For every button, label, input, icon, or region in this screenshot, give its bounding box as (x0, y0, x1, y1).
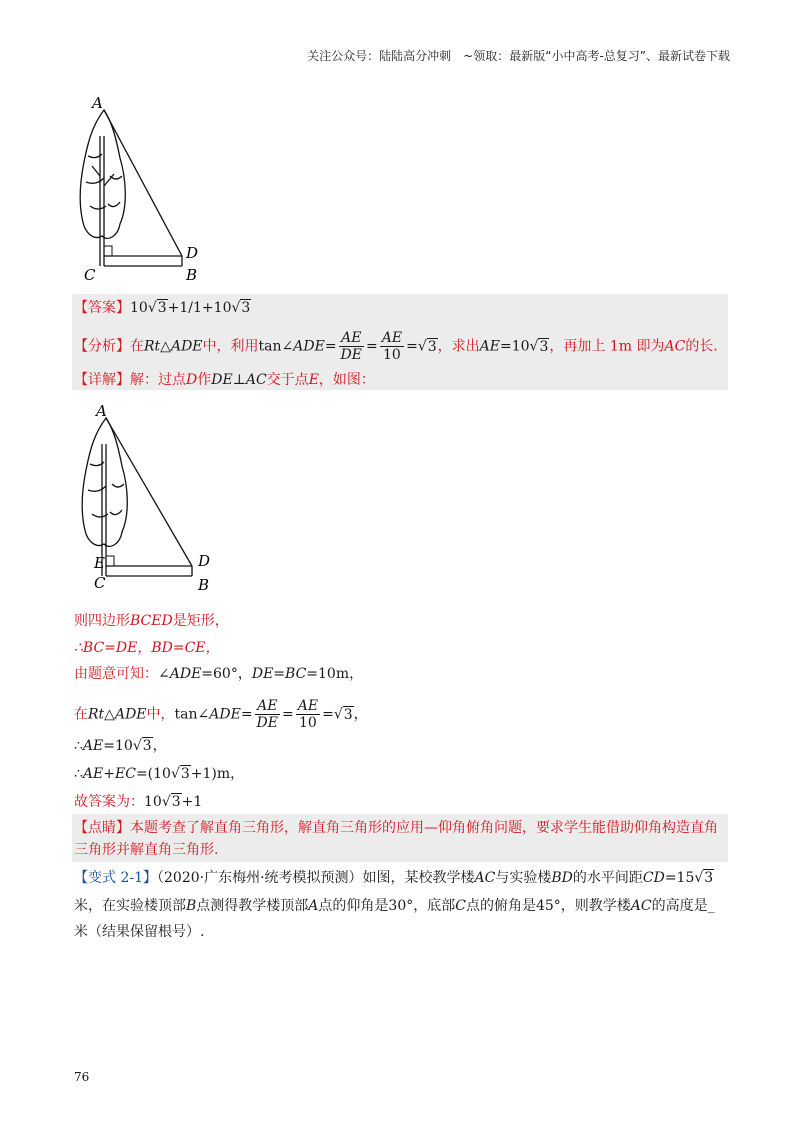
analysis-tag: 【分析】 (74, 338, 130, 355)
step-rectangle: 则四边形BCED是矩形， (74, 613, 229, 629)
label-b: B (186, 266, 198, 284)
answer-tag: 【答案】 (74, 300, 130, 316)
comment-tag: 【点睛】 (74, 820, 130, 836)
answer-line: 【答案】10√3+1/1+10√3 (74, 300, 251, 316)
variant-line-3: 米（结果保留根号）. (74, 924, 205, 940)
fraction: $\frac{AE}{10}$ (297, 698, 319, 731)
page-number: 76 (74, 1070, 90, 1084)
comment-line-1: 【点睛】本题考查了解直角三角形，解直角三角形的应用—仰角俯角问题，要求学生能借助仰角构造直角 (74, 820, 718, 836)
step-ae: ∴AE=10√3， (74, 738, 167, 754)
label-e: E (94, 554, 105, 572)
analysis-line: 【分析】在Rt△ADE中，利用tan∠ADE= $\frac{AE}{DE}$ = $\frac{AE}{10}$ =√3，求出AE=10√3，再加上 1m 即为AC的长. (74, 330, 718, 363)
label-c: C (94, 574, 106, 592)
step-equal-sides: ∴BC=DE，BD=CE， (74, 640, 220, 656)
step-ae-ec: ∴AE+EC=(10√3+1)m， (74, 766, 245, 782)
comment-line-2: 三角形并解直角三角形. (74, 842, 219, 858)
label-b: B (198, 576, 210, 594)
step-final-answer: 故答案为：10√3+1 (74, 794, 203, 810)
tree-triangle-figure-2 (74, 398, 226, 598)
label-d: D (186, 244, 199, 262)
step-given: 由题意可知：∠ADE=60°，DE=BC=10m， (74, 666, 364, 682)
detail-tag: 【详解】 (74, 372, 130, 388)
label-a: A (92, 96, 103, 112)
fraction: $\frac{AE}{DE}$ (340, 330, 362, 363)
tree-icon (80, 110, 125, 266)
variant-line-1: 【变式 2-1】（2020·广东梅州·统考模拟预测）如图，某校教学楼AC与实验楼BD的水平间距CD=15√3 (74, 870, 714, 886)
variant-tag: 【变式 2-1】 (74, 870, 157, 886)
label-d: D (198, 552, 211, 570)
detail-line: 【详解】解：过点D作DE⊥AC交于点E，如图： (74, 372, 375, 388)
step-tan: 在Rt△ADE中，tan∠ADE= $\frac{AE}{DE}$ = $\frac{AE}{10}$ =√3， (74, 698, 368, 731)
label-a: A (96, 402, 107, 420)
variant-line-2: 米，在实验楼顶部B点测得教学楼顶部A点的仰角是30°，底部C点的俯角是45°，则教学楼AC的高度是_ (74, 898, 715, 914)
fraction: $\frac{AE}{10}$ (381, 330, 403, 363)
fraction: $\frac{AE}{DE}$ (256, 698, 278, 731)
page-header: 关注公众号：陆陆高分冲刺 ~领取：最新版“小中高考-总复习”、最新试卷下载 (307, 49, 730, 63)
tree-triangle-figure (74, 96, 224, 286)
label-c: C (84, 266, 96, 284)
